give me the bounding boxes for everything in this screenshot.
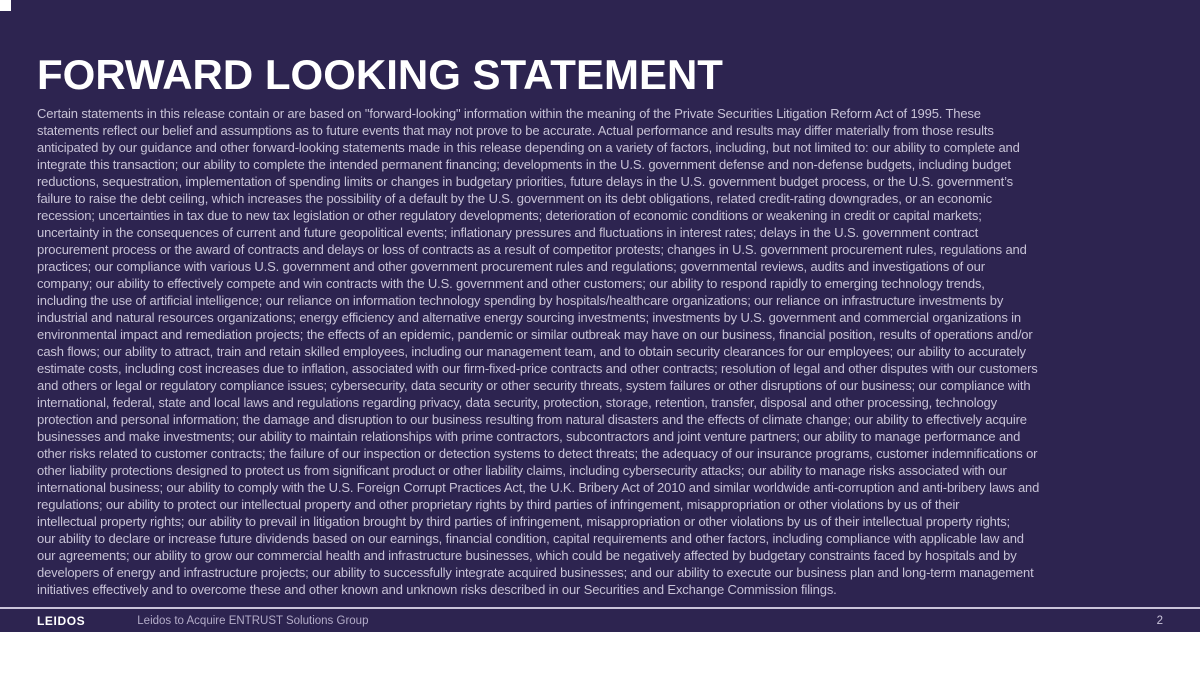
body-line: including the use of artificial intelligence; our reliance on information technology spending by hospitals/healthcare organizations; our reliance on infrastructure investments by: [37, 293, 1004, 308]
body-line: other liability protections designed to protect us from significant product or other liability claims, including cybersecurity attacks; our ability to manage risks associated with our: [37, 463, 1007, 478]
bottom-margin: [0, 632, 1200, 675]
body-line: our agreements; our ability to grow our commercial health and infrastructure businesses, which could be negatively affected by budgetary constraints faced by hospitals and by: [37, 548, 1017, 563]
body-line: our ability to declare or increase future dividends based on our earnings, financial condition, capital requirements and other factors, including compliance with applicable law and: [37, 531, 1024, 546]
body-line: company; our ability to effectively compete and win contracts with the U.S. government and other customers; our ability to respond rapidly to emerging technology trends,: [37, 276, 985, 291]
forward-looking-statement-body: [37, 105, 1177, 605]
leidos-logo: LEIDOS: [37, 613, 86, 628]
body-line: estimate costs, including cost increases due to inflation, associated with our firm-fixed-price contracts and other contracts; resolution of legal and other disputes with our customers: [37, 361, 1038, 376]
body-line: procurement process or the award of contracts and delays or loss of contracts as a result of competitor protests; changes in U.S. government procurement rules, regulations and: [37, 242, 1027, 257]
body-line: uncertainty in the consequences of current and future geopolitical events; inflationary pressures and fluctuations in interest rates; delays in the U.S. government contract: [37, 225, 979, 240]
body-line: integrate this transaction; our ability to complete the intended permanent financing; developments in the U.S. government defense and non-defense budgets, including budget: [37, 157, 1011, 172]
body-line: reductions, sequestration, implementation of spending limits or changes in budgetary priorities, future delays in the U.S. government budget process, or the U.S. government’s: [37, 174, 1013, 189]
body-line: regulations; our ability to protect our intellectual property and other proprietary rights by third parties of infringement, misappropriation or other violations by us of their: [37, 497, 960, 512]
body-line: failure to raise the debt ceiling, which increases the possibility of a default by the U.S. government on its debt obligations, related credit-rating downgrades, or an economic: [37, 191, 992, 206]
footer-deck-title: Leidos to Acquire ENTRUST Solutions Group: [137, 614, 369, 627]
slide-title: FORWARD LOOKING STATEMENT: [37, 51, 723, 98]
body-line: and others or legal or regulatory compliance issues; cybersecurity, data security or other security threats, system failures or other disruptions of our business; our compliance with: [37, 378, 1031, 393]
body-line: practices; our compliance with various U.S. government and other government procurement rules and regulations; governmental reviews, audits and investigations of our: [37, 259, 985, 274]
body-line: intellectual property rights; our ability to prevail in litigation brought by third parties of infringement, misappropriation or other violations by us of their intellectual property rights;: [37, 514, 1011, 529]
footer: [0, 609, 1200, 632]
page-number: 2: [1156, 614, 1163, 627]
body-line: anticipated by our guidance and other forward-looking statements made in this release depending on a variety of factors, including, but not limited to: our ability to complete and: [37, 140, 1020, 155]
body-line: international business; our ability to comply with the U.S. Foreign Corrupt Practices Act, the U.K. Bribery Act of 2010 and similar worldwide anti-corruption and anti-bribery laws and: [37, 480, 1040, 495]
body-line: developers of energy and infrastructure projects; our ability to successfully integrate acquired businesses; and our ability to execute our business plan and long-term management: [37, 565, 1034, 580]
body-line: Certain statements in this release contain or are based on "forward-looking" information within the meaning of the Private Securities Litigation Reform Act of 1995. These: [37, 106, 981, 121]
body-line: cash flows; our ability to attract, train and retain skilled employees, including our management team, and to obtain security clearances for our employees; our ability to accurately: [37, 344, 1026, 359]
body-line: initiatives effectively and to overcome these and other known and unknown risks described in our Securities and Exchange Commission filings.: [37, 582, 837, 597]
body-line: statements reflect our belief and assumptions as to future events that may not prove to be accurate. Actual performance and results may differ materially from those results: [37, 123, 994, 138]
body-line: environmental impact and remediation projects; the effects of an epidemic, pandemic or similar outbreak may have on our business, financial position, results of operations and/or: [37, 327, 1033, 342]
body-line: international, federal, state and local laws and regulations regarding privacy, data security, protection, storage, retention, transfer, disposal and other processing, technology: [37, 395, 997, 410]
corner-notch: [0, 0, 11, 11]
body-line: other risks related to customer contracts; the failure of our inspection or detection systems to detect threats; the adequacy of our insurance programs, customer indemnifications or: [37, 446, 1038, 461]
body-line: recession; uncertainties in tax due to new tax legislation or other regulatory developments; deterioration of economic conditions or weakening in credit or capital markets;: [37, 208, 982, 223]
body-line: businesses and make investments; our ability to maintain relationships with prime contractors, subcontractors and joint venture partners; our ability to manage performance and: [37, 429, 1021, 444]
body-line: protection and personal information; the damage and disruption to our business resulting from natural disasters and the effects of climate change; our ability to effectively acquire: [37, 412, 1027, 427]
body-line: industrial and natural resources organizations; energy efficiency and alternative energy sourcing investments; investments by U.S. government and commercial organizations in: [37, 310, 1022, 325]
